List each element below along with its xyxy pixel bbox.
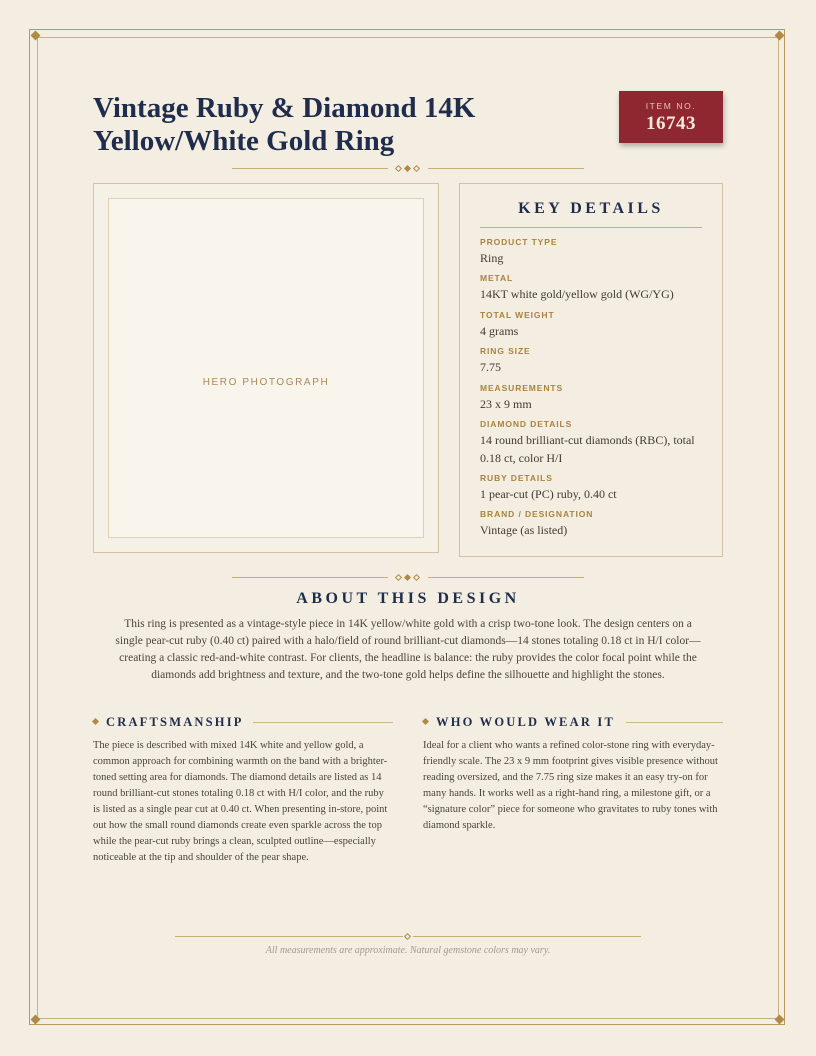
detail-value: 4 grams bbox=[480, 324, 519, 338]
item-number-value: 16743 bbox=[646, 113, 696, 134]
detail-metal bbox=[480, 273, 708, 303]
detail-value: Ring bbox=[480, 251, 504, 265]
key-details-panel bbox=[459, 183, 723, 557]
craftsmanship-heading: CRAFTSMANSHIP bbox=[106, 715, 244, 729]
item-number-label: ITEM NO. bbox=[645, 101, 697, 111]
detail-ring-size bbox=[480, 346, 708, 376]
detail-label: RING SIZE bbox=[480, 346, 531, 356]
who-would-wear-heading: WHO WOULD WEAR IT bbox=[436, 715, 615, 729]
detail-value: 1 pear-cut (PC) ruby, 0.40 ct bbox=[480, 487, 617, 501]
about-text: This ring is presented as a vintage-style piece in 14K yellow/white gold with a crisp two-tone look. The design centers on a single pear-cut ruby (0.40 ct) paired with a halo/field of round brilliant-cut diamonds—14 stones totaling 0.18 ct in H/I color—creating a classic red-and-white contrast. For clients, the headline is balance: the ruby provides the color focal point while the diamonds add brightness and texture, and the two-tone gold helps define the silhouette and highlight the stones. bbox=[115, 618, 701, 681]
product-title: Vintage Ruby & Diamond 14K Yellow/White Gold Ring bbox=[93, 92, 476, 157]
who-would-wear-text: Ideal for a client who wants a refined color-stone ring with everyday-friendly scale. The 23 x 9 mm footprint gives visible presence without reading oversized, and the 7.75 ring size makes it an easy try-on for many hands. It works well as a right-hand ring, a milestone gift, or a “signature color” piece for someone who gravitates to ruby tones with diamond sparkle. bbox=[423, 740, 718, 831]
item-number-badge bbox=[619, 91, 723, 143]
detail-product-type bbox=[480, 237, 708, 267]
detail-value: 7.75 bbox=[480, 360, 501, 374]
detail-value: 14KT white gold/yellow gold (WG/YG) bbox=[480, 287, 674, 301]
title-divider-ornament bbox=[232, 164, 584, 174]
detail-label: BRAND / DESIGNATION bbox=[480, 509, 594, 519]
who-would-wear-header bbox=[423, 715, 723, 731]
about-heading: ABOUT THIS DESIGN bbox=[296, 590, 520, 607]
diamond-bullet-icon bbox=[92, 718, 99, 725]
detail-label: MEASUREMENTS bbox=[480, 383, 564, 393]
craftsmanship-header bbox=[93, 715, 393, 731]
hero-photo-placeholder bbox=[108, 198, 424, 538]
detail-ruby-details bbox=[480, 473, 708, 503]
about-divider-ornament bbox=[232, 573, 584, 583]
detail-label: PRODUCT TYPE bbox=[480, 237, 558, 247]
detail-diamond-details bbox=[480, 419, 708, 467]
footer-divider-ornament bbox=[175, 932, 641, 942]
detail-label: METAL bbox=[480, 273, 514, 283]
detail-value: 23 x 9 mm bbox=[480, 397, 532, 411]
detail-brand-designation bbox=[480, 509, 708, 539]
detail-label: TOTAL WEIGHT bbox=[480, 310, 555, 320]
detail-total-weight bbox=[480, 310, 708, 340]
diamond-bullet-icon bbox=[422, 718, 429, 725]
hero-photo-frame bbox=[93, 183, 439, 553]
footer-note: All measurements are approximate. Natural gemstone colors may vary. bbox=[265, 945, 551, 956]
key-details-heading: KEY DETAILS bbox=[480, 200, 702, 228]
detail-measurements bbox=[480, 383, 708, 413]
detail-label: RUBY DETAILS bbox=[480, 473, 553, 483]
hero-photo-label: HERO PHOTOGRAPH bbox=[202, 377, 330, 388]
detail-label: DIAMOND DETAILS bbox=[480, 419, 573, 429]
detail-value: Vintage (as listed) bbox=[480, 523, 568, 537]
detail-value: 14 round brilliant-cut diamonds (RBC), total 0.18 ct, color H/I bbox=[480, 433, 695, 465]
craftsmanship-text: The piece is described with mixed 14K white and yellow gold, a common approach for combining warmth on the band with a brighter-toned setting area for diamonds. The diamond details are listed as 14 round brilliant-cut stones totaling 0.18 ct with H/I color, and the ruby is listed as a single pear cut at 0.40 ct. When presenting in-store, point out how the small round diamonds create even sparkle across the top while the pear-cut ruby brings a clean, sculpted outline—especially noticeable at the tip and shoulder of the pear shape. bbox=[93, 740, 388, 863]
